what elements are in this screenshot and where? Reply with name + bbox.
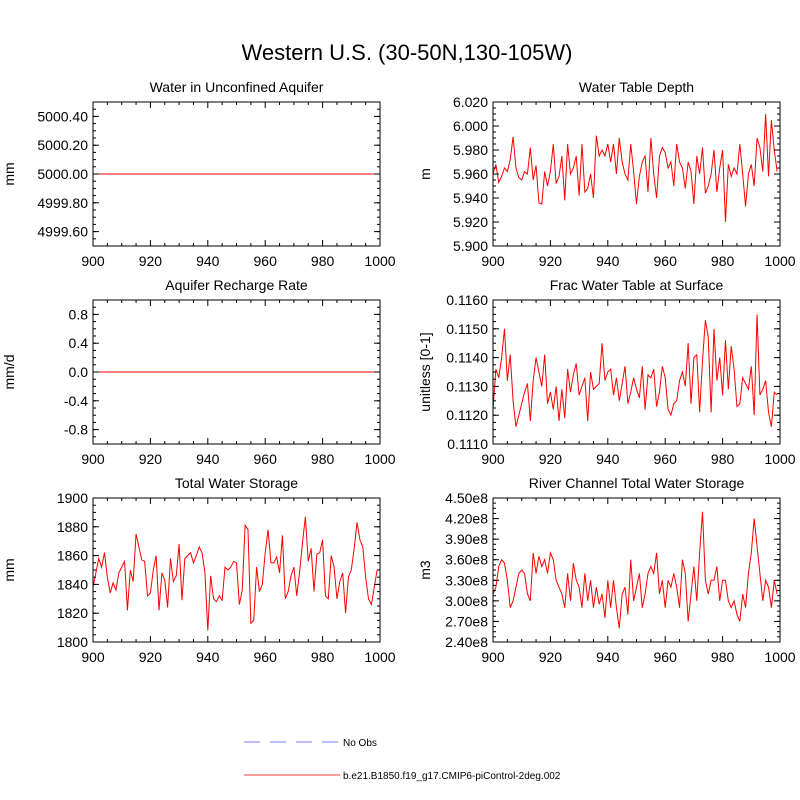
x-tick-label: 900 [481,649,505,665]
y-tick-label: 0.1110 [447,436,488,452]
x-tick-label: 1000 [764,451,796,467]
y-tick-label: 5000.40 [37,108,88,125]
x-tick-label: 900 [81,253,105,269]
y-tick-label: 1820 [56,605,88,622]
panel-title: Aquifer Recharge Rate [165,277,308,293]
x-tick-label: 960 [653,649,677,665]
x-tick-label: 960 [653,253,677,269]
y-tick-label: -0.8 [63,421,88,438]
x-tick-label: 980 [310,253,335,269]
x-tick-label: 960 [253,649,277,665]
series-line-water-table-depth [493,114,777,222]
y-tick-label: -0.4 [63,392,88,409]
x-tick-label: 920 [538,253,563,269]
y-tick-label: 0.1160 [446,292,488,308]
y-tick-label: 0.1120 [446,407,488,424]
y-tick-label: 2.40e8 [445,634,488,650]
panel-title: Water Table Depth [578,79,695,95]
x-tick-label: 960 [653,451,677,467]
series-line-frac-water-table-at-surface [493,314,777,426]
y-tick-label: 1900 [56,490,88,506]
y-tick-label: 0.0 [68,364,88,380]
panel-frac-water-table-at-surface [417,277,796,467]
legend [244,738,561,782]
y-tick-label: 1880 [56,518,88,535]
y-tick-label: 3.00e8 [445,592,488,609]
x-tick-label: 980 [710,451,735,467]
x-tick-label: 920 [138,451,163,467]
y-tick-label: 4999.80 [37,194,88,211]
x-tick-label: 980 [310,451,335,467]
series-line-total-water-storage [93,517,377,631]
x-tick-label: 1000 [764,253,796,269]
y-axis-label: mm/d [1,354,17,390]
y-tick-label: 1800 [56,634,88,650]
x-tick-label: 920 [138,649,163,665]
y-tick-label: 1840 [56,576,88,593]
panel-title: Water in Unconfined Aquifer [149,79,324,95]
x-tick-label: 1000 [364,451,396,467]
y-tick-label: 1860 [56,547,88,564]
y-axis-label: unitless [0-1] [417,332,433,412]
x-tick-label: 940 [596,253,620,269]
panel-title: Frac Water Table at Surface [549,277,724,293]
x-tick-label: 1000 [364,253,396,269]
y-tick-label: 0.1140 [446,349,488,366]
x-tick-label: 1000 [764,649,796,665]
y-tick-label: 6.020 [452,94,488,110]
x-tick-label: 940 [596,649,620,665]
x-tick-label: 900 [81,649,105,665]
y-tick-label: 3.30e8 [445,572,488,589]
y-axis-label: m3 [417,560,433,580]
y-tick-label: 0.1130 [446,378,488,395]
x-tick-label: 900 [481,451,505,467]
panel-water-table-depth [417,79,796,269]
x-tick-label: 980 [710,253,735,269]
panel-total-water-storage [1,475,396,665]
y-tick-label: 0.1150 [446,320,488,337]
figure-title: Western U.S. (30-50N,130-105W) [241,40,573,65]
x-tick-label: 940 [196,649,220,665]
panel-title: Total Water Storage [174,475,299,491]
y-tick-label: 3.60e8 [445,551,488,568]
x-tick-label: 960 [253,451,277,467]
y-axis-label: mm [1,162,17,186]
x-tick-label: 940 [596,451,620,467]
y-tick-label: 4.50e8 [445,490,488,506]
y-tick-label: 5.900 [452,238,488,254]
panel-water-in-unconfined-aquifer [1,79,396,269]
y-tick-label: 0.8 [68,306,88,323]
y-axis-label: mm [1,558,17,582]
y-tick-label: 2.70e8 [445,613,488,630]
legend-label-no-obs: No Obs [343,738,377,749]
y-tick-label: 3.90e8 [445,531,488,548]
y-tick-label: 0.4 [68,335,88,352]
panel-title: River Channel Total Water Storage [528,475,745,491]
panels [1,79,796,665]
x-tick-label: 940 [196,253,220,269]
y-tick-label: 5.920 [452,214,488,230]
y-tick-label: 5000.00 [37,166,88,182]
y-axis-label: m [417,168,433,180]
y-tick-label: 4.20e8 [445,510,488,527]
plot-frame [493,300,780,444]
x-tick-label: 920 [538,649,563,665]
y-tick-label: 5000.20 [37,137,88,154]
y-tick-label: 4999.60 [37,223,88,240]
x-tick-label: 900 [81,451,105,467]
y-tick-label: 5.960 [452,166,488,182]
x-tick-label: 920 [538,451,563,467]
x-tick-label: 980 [710,649,735,665]
x-tick-label: 920 [138,253,163,269]
x-tick-label: 1000 [364,649,396,665]
panel-aquifer-recharge-rate [1,277,396,467]
y-tick-label: 6.000 [452,118,488,134]
x-tick-label: 900 [481,253,505,269]
y-tick-label: 5.940 [452,190,488,206]
x-tick-label: 940 [196,451,220,467]
x-tick-label: 980 [310,649,335,665]
y-tick-label: 5.980 [452,142,488,158]
x-tick-label: 960 [253,253,277,269]
panel-river-channel-total-water-storage [417,475,796,665]
series-line-river-channel-total-water-storage [493,512,777,629]
legend-label-model-run: b.e21.B1850.f19_g17.CMIP6-piControl-2deg.002 [343,771,561,782]
